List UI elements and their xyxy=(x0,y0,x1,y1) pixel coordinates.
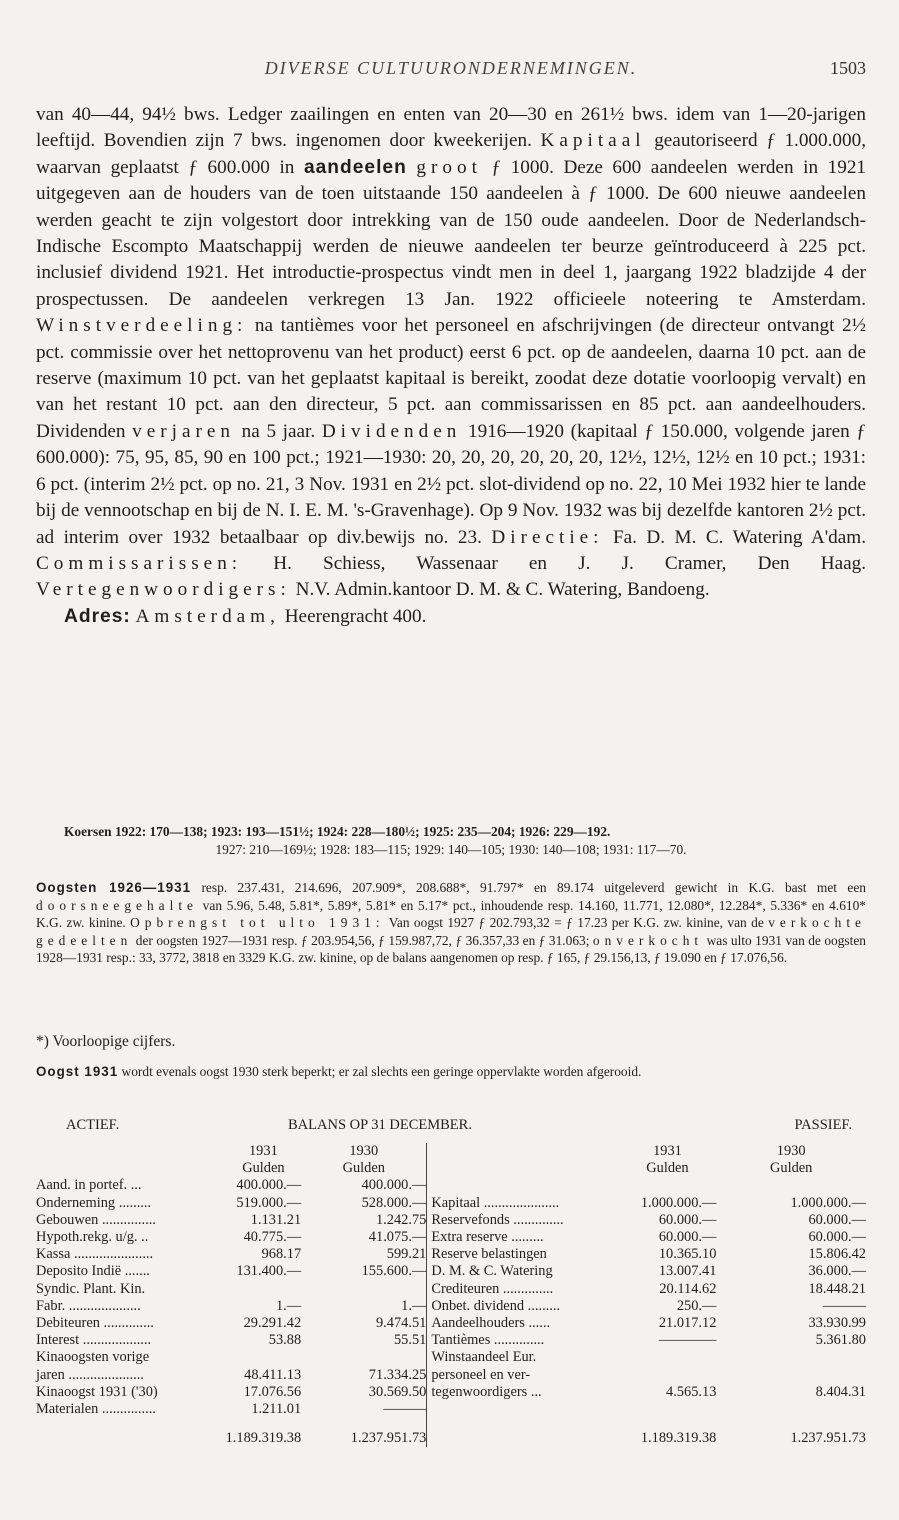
unit-row: Gulden Gulden Gulden Gulden xyxy=(242,1160,813,1177)
balance-title: BALANS OP 31 DECEMBER. xyxy=(288,1117,472,1133)
oogst-1931-label: Oogst 1931 xyxy=(36,1064,119,1079)
table-cell: personeel en ver- xyxy=(427,1367,619,1384)
table-row xyxy=(36,1212,866,1229)
table-cell xyxy=(619,1367,717,1384)
dividenden-label: Dividenden xyxy=(321,420,462,442)
page-header xyxy=(36,58,866,84)
table-cell: 60.000.— xyxy=(808,1229,866,1246)
table-cell: 1.— xyxy=(401,1297,427,1314)
table-cell xyxy=(301,1349,427,1366)
table-cell: 1.211.01 xyxy=(251,1401,302,1418)
table-cell xyxy=(716,1367,866,1384)
table-cell: 599.21 xyxy=(386,1246,427,1263)
totals-row xyxy=(36,1418,866,1447)
adres-city: Amsterdam, xyxy=(135,605,280,627)
table-cell: Aand. in portef. ... xyxy=(36,1177,142,1194)
total-passief-1930: 1.237.951.73 xyxy=(790,1430,866,1447)
table-row xyxy=(36,1349,866,1366)
adres-label: Adres: xyxy=(64,605,131,627)
table-cell: 400.000.— xyxy=(236,1177,302,1194)
table-cell xyxy=(619,1349,717,1366)
table-cell xyxy=(716,1177,866,1194)
oogst-1931-paragraph: Oogst 1931 wordt evenals oogst 1930 sterk beperkt; er zal slechts een geringe oppervlakte worden afgerooid. xyxy=(36,1064,642,1079)
table-cell: 18.448.21 xyxy=(808,1280,866,1297)
table-cell xyxy=(716,1401,866,1418)
table-cell: 1.— xyxy=(275,1297,302,1314)
table-cell: 8.404.31 xyxy=(815,1383,866,1400)
table-row xyxy=(36,1332,866,1349)
table-cell: 17.076.56 xyxy=(243,1383,302,1400)
table-cell: Crediteuren .............. xyxy=(427,1281,619,1298)
verjaren-label: verjaren xyxy=(132,420,236,442)
total-passief-1931: 1.189.319.38 xyxy=(640,1430,717,1447)
oogsten-paragraph: Oogsten 1926—1931 resp. 237.431, 214.696, 207.909*, 208.688*, 91.797* en 89.174 uitgeleverd gewicht in K.G. bast met een doorsneegehalte van 5.96, 5.48, 5.81*, 5.89*, 5.81* en 5.17* pct., inhoudende resp. 14.160, 11.771, 12.080*, 12.284*, 5.336* en 4.610* K.G. zw. kinine. Opbrengst tot ulto 1931: Van oogst 1927 ƒ 202.793,32 = ƒ 17.23 per K.G. zw. kinine, van de verkochte gedeelten der oogsten 1927—1931 resp. ƒ 203.954,56, ƒ 159.987,72, ƒ 36.357,33 en ƒ 31.063; onverkocht was ulto 1931 van de oogsten 1928—1931 resp.: 33, 3772, 3818 en 3329 K.G. zw. kinine, op de balans aangenomen op resp. ƒ 165, ƒ 29.156,13, ƒ 19.090 en ƒ 17.076,56. xyxy=(36,880,866,965)
table-cell: 53.88 xyxy=(268,1332,302,1349)
table-cell: 41.075.— xyxy=(368,1229,427,1246)
table-cell xyxy=(427,1177,619,1194)
table-cell: Syndic. Plant. Kin. xyxy=(36,1280,146,1297)
table-cell xyxy=(226,1281,302,1298)
table-cell: 400.000.— xyxy=(361,1177,427,1194)
table-cell: 155.600.— xyxy=(361,1263,427,1280)
koersen-line-2: 1927: 210—169½; 1928: 183—115; 1929: 140—105; 1930: 140—108; 1931: 117—70. xyxy=(215,842,687,857)
commissarissen-label: Commissarissen: xyxy=(36,552,243,574)
table-cell: 5.361.80 xyxy=(815,1332,866,1349)
table-cell: 60.000.— xyxy=(658,1211,717,1228)
table-row xyxy=(36,1246,866,1263)
table-cell: 1.000.000.— xyxy=(790,1194,866,1211)
table-row xyxy=(36,1401,866,1418)
directie-label: Directie: xyxy=(491,526,604,548)
table-row xyxy=(36,1263,866,1280)
koersen-block xyxy=(36,823,866,859)
table-cell: 1.242.75 xyxy=(375,1211,427,1228)
table-cell: D. M. & C. Watering xyxy=(427,1263,619,1280)
footnote: *) Voorloopige cijfers. xyxy=(36,1033,176,1050)
table-row xyxy=(36,1281,866,1298)
koersen-line-1: Koersen 1922: 170—138; 1923: 193—151½; 1924: 228—180½; 1925: 235—204; 1926: 229—192. xyxy=(64,824,611,839)
table-cell: 60.000.— xyxy=(808,1211,866,1228)
table-cell: Extra reserve ......... xyxy=(427,1229,619,1246)
table-cell: 60.000.— xyxy=(658,1229,717,1246)
table-cell: 131.400.— xyxy=(236,1263,302,1280)
table-cell: 21.017.12 xyxy=(658,1315,717,1332)
table-cell: Kapitaal ..................... xyxy=(427,1195,619,1212)
table-row xyxy=(36,1315,866,1332)
table-cell: Materialen ............... xyxy=(36,1401,156,1418)
table-cell: 40.775.— xyxy=(243,1229,302,1246)
table-cell: Onderneming ......... xyxy=(36,1194,152,1211)
table-cell: Kinaoogsten vorige xyxy=(36,1349,150,1366)
running-title: DIVERSE CULTUURONDERNEMINGEN. xyxy=(264,58,638,78)
address-line: Adres: Amsterdam, Heerengracht 400. xyxy=(64,605,427,627)
table-cell: 13.007.41 xyxy=(658,1263,717,1280)
company-description: van 40—44, 94½ bws. Ledger zaailingen en enten van 20—30 en 261½ bws. idem van 1—20-jarigen leeftijd. Bovendien zijn 7 bws. ingenomen door kweekerijen. Kapitaal geautoriseerd ƒ 1.000.000, waarvan geplaatst ƒ 600.000 in aandeelen groot ƒ 1000. Deze 600 aandeelen werden in 1921 uitgegeven aan de houders van de toen uitstaande 150 aandeelen à ƒ 1000. De 600 nieuwe aandeelen werden geacht te zijn volgestort door intrekking van de 150 oude aandeelen. Door de Nederlandsch-Indische Escompto Maatschappij werden de nieuwe aandeelen ter beurze geïntroduceerd à 225 pct. inclusief dividend 1921. Het introductie-prospectus vindt men in deel 1, jaargang 1922 bladzijde 4 der prospectussen. De aandeelen verkregen 13 Jan. 1922 officieele noteering te Amsterdam. Winstverdeeling: na tantièmes voor het personeel en afschrijvingen (de directeur ontvangt 2½ pct. commissie over het nettoprovenu van het product) eerst 6 pct. op de aandeelen, daarna 10 pct. aan de reserve (maximum 10 pct. van het geplaatst kapitaal is bereikt, zoodat deze dotatie voorloopig vervalt) en van het restant 10 pct. aan den directeur, 5 pct. aan commissarissen en 85 pct. aan aandeelhouders. Dividenden verjaren na 5 jaar. Dividenden 1916—1920 (kapitaal ƒ 150.000, volgende jaren ƒ 600.000): 75, 95, 85, 90 en 100 pct.; 1921—1930: 20, 20, 20, 20, 20, 20, 12½, 12½, 12½ en 10 pct.; 1931: 6 pct. (interim 2½ pct. op no. 21, 3 Nov. 1931 en 2½ pct. slot-dividend op no. 22, 10 Mei 1932 hier te lande bij de vennootschap en bij de N. I. E. M. 's-Gravenhage). Op 9 Nov. 1932 was bij dezelfde kantoren 2½ pct. ad interim over 1932 betaalbaar op div.bewijs no. 23. Directie: Fa. D. M. C. Watering A'dam. Commissarissen: H. Schiess, Wassenaar en J. J. Cramer, Den Haag. Vertegenwoordigers: N.V. Admin.kantoor D. M. & C. Watering, Bandoeng. xyxy=(36,104,867,601)
table-cell: Deposito Indië ....... xyxy=(36,1263,150,1280)
table-cell: 30.569.50 xyxy=(368,1383,427,1400)
table-cell: 36.000.— xyxy=(808,1263,866,1280)
year-row: 1931 1930 1931 1930 xyxy=(248,1143,806,1159)
table-cell: 10.365.10 xyxy=(658,1246,717,1263)
table-cell xyxy=(427,1401,619,1418)
balance-header xyxy=(36,1117,866,1143)
table-cell: 55.51 xyxy=(393,1332,427,1349)
table-cell: 20.114.62 xyxy=(659,1280,717,1297)
table-cell: tegenwoordigers ... xyxy=(427,1384,619,1401)
table-cell: ——— xyxy=(822,1297,866,1314)
table-row xyxy=(36,1177,866,1194)
main-text xyxy=(36,102,866,630)
table-cell: Onbet. dividend ......... xyxy=(427,1298,619,1315)
table-cell: ——— xyxy=(383,1401,427,1418)
table-cell: Hypoth.rekg. u/g. .. xyxy=(36,1229,149,1246)
table-cell: Debiteuren .............. xyxy=(36,1315,154,1332)
table-row xyxy=(36,1229,866,1246)
table-cell: Kinaoogst 1931 ('30) xyxy=(36,1383,158,1400)
passief-label: PASSIEF. xyxy=(794,1117,852,1133)
page-number: 1503 xyxy=(830,58,866,78)
total-actief-1931: 1.189.319.38 xyxy=(225,1430,302,1447)
table-cell: 9.474.51 xyxy=(375,1315,427,1332)
winstverdeeling-label: Winstverdeeling: xyxy=(36,315,248,337)
table-cell: Aandeelhouders ...... xyxy=(427,1315,619,1332)
table-cell: 48.411.13 xyxy=(244,1366,302,1383)
table-cell: Gebouwen ............... xyxy=(36,1211,156,1228)
balance-sheet xyxy=(36,1117,866,1447)
table-cell: ———— xyxy=(658,1332,717,1349)
balance-table xyxy=(36,1143,866,1447)
table-row xyxy=(36,1367,866,1384)
table-row xyxy=(36,1384,866,1401)
table-row xyxy=(36,1195,866,1212)
table-cell: Interest ................... xyxy=(36,1332,152,1349)
table-cell: 250.— xyxy=(676,1297,717,1314)
table-cell: 528.000.— xyxy=(361,1194,427,1211)
table-cell xyxy=(619,1177,717,1194)
table-cell: 1.000.000.— xyxy=(640,1194,717,1211)
table-cell: jaren ..................... xyxy=(36,1366,144,1383)
table-cell: 15.806.42 xyxy=(808,1246,866,1263)
groot-label: groot xyxy=(416,156,482,178)
oogsten-label: Oogsten 1926—1931 xyxy=(36,880,192,895)
table-cell xyxy=(716,1349,866,1366)
kapitaal-label: Kapitaal xyxy=(540,130,646,152)
table-cell: 519.000.— xyxy=(236,1194,302,1211)
table-cell: Reserve belastingen xyxy=(427,1246,619,1263)
table-cell: 71.334.25 xyxy=(368,1366,427,1383)
table-cell xyxy=(226,1349,302,1366)
table-cell: Tantièmes .............. xyxy=(427,1332,619,1349)
table-cell xyxy=(301,1281,427,1298)
table-cell: 4.565.13 xyxy=(666,1383,717,1400)
table-cell: Reservefonds .............. xyxy=(427,1212,619,1229)
table-cell: Winstaandeel Eur. xyxy=(427,1349,619,1366)
table-row xyxy=(36,1298,866,1315)
aandeelen-label: aandeelen xyxy=(303,156,407,178)
vertegenwoordigers-label: Vertegenwoordigers: xyxy=(36,579,291,601)
table-cell: 29.291.42 xyxy=(243,1315,302,1332)
table-cell: Kassa ...................... xyxy=(36,1246,154,1263)
table-cell: 1.131.21 xyxy=(250,1211,302,1228)
total-actief-1930: 1.237.951.73 xyxy=(350,1430,427,1447)
table-cell: 33.930.99 xyxy=(808,1315,866,1332)
table-cell: Fabr. .................... xyxy=(36,1297,141,1314)
table-cell xyxy=(619,1401,717,1418)
table-cell: 968.17 xyxy=(261,1246,302,1263)
actief-label: ACTIEF. xyxy=(66,1117,120,1133)
